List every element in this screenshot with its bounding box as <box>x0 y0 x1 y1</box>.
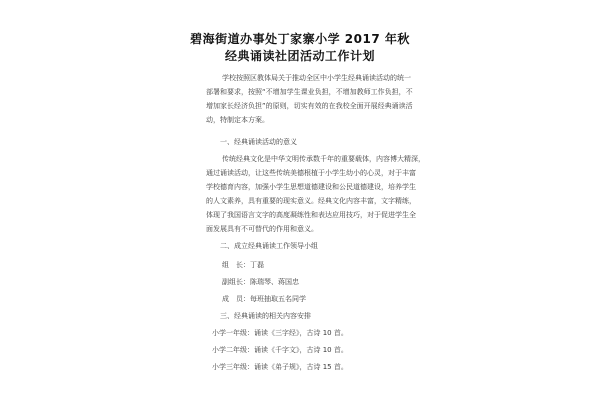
section2-heading: 二、成立经典诵读工作领导小组 <box>220 242 318 250</box>
section3-heading: 三、经典诵读的相关内容安排 <box>220 312 311 320</box>
leader-line: 组 长：丁磊 <box>222 261 264 269</box>
section1-line: 传统经典文化是中华文明传承数千年的重要载体，内容博大精深， <box>222 155 425 163</box>
section1-line: 面发展具有不可替代的作用和意义。 <box>206 225 318 233</box>
intro-line: 动，特制定本方案。 <box>206 116 269 124</box>
deputy-line: 副组长：陈瑞琴、蒋国忠 <box>222 278 299 286</box>
document-title-line2: 经典诵读社团活动工作计划 <box>224 49 375 63</box>
section1-line: 通过诵读活动，让这些传统美德根植于小学生幼小的心灵，对于丰富 <box>206 169 416 177</box>
section1-line: 学校德育内容，加强小学生思想道德建设和公民道德建设，培养学生 <box>206 183 416 191</box>
section1-heading: 一、经典诵读活动的意义 <box>220 138 297 146</box>
grade-item: 小学二年级：诵读《千字文》，古诗 10 首。 <box>212 346 348 354</box>
intro-line: 增加家长经济负担”的原则，切实有效的在我校全面开展经典诵读活 <box>206 102 413 110</box>
intro-line: 学校按照区教体局关于推动全区中小学生经典诵读活动的统一 <box>222 74 411 82</box>
intro-line: 部署和要求，按照“不增加学生课业负担，不增加教师工作负担，不 <box>206 88 413 96</box>
document-title-line1: 碧海街道办事处丁家寨小学 2017 年秋 <box>190 32 410 46</box>
grade-item: 小学一年级：诵读《三字经》，古诗 10 首。 <box>212 329 348 337</box>
grade-item: 小学三年级：诵读《弟子规》，古诗 15 首。 <box>212 363 348 371</box>
member-line: 成 员：每班抽取五名同学 <box>222 295 306 303</box>
section1-line: 的人文素养，具有重要的现实意义。经典文化内容丰富，文字精练， <box>206 197 416 205</box>
section1-line: 体现了我国语言文字的高度凝练性和表达应用技巧，对于促进学生全 <box>206 211 416 219</box>
